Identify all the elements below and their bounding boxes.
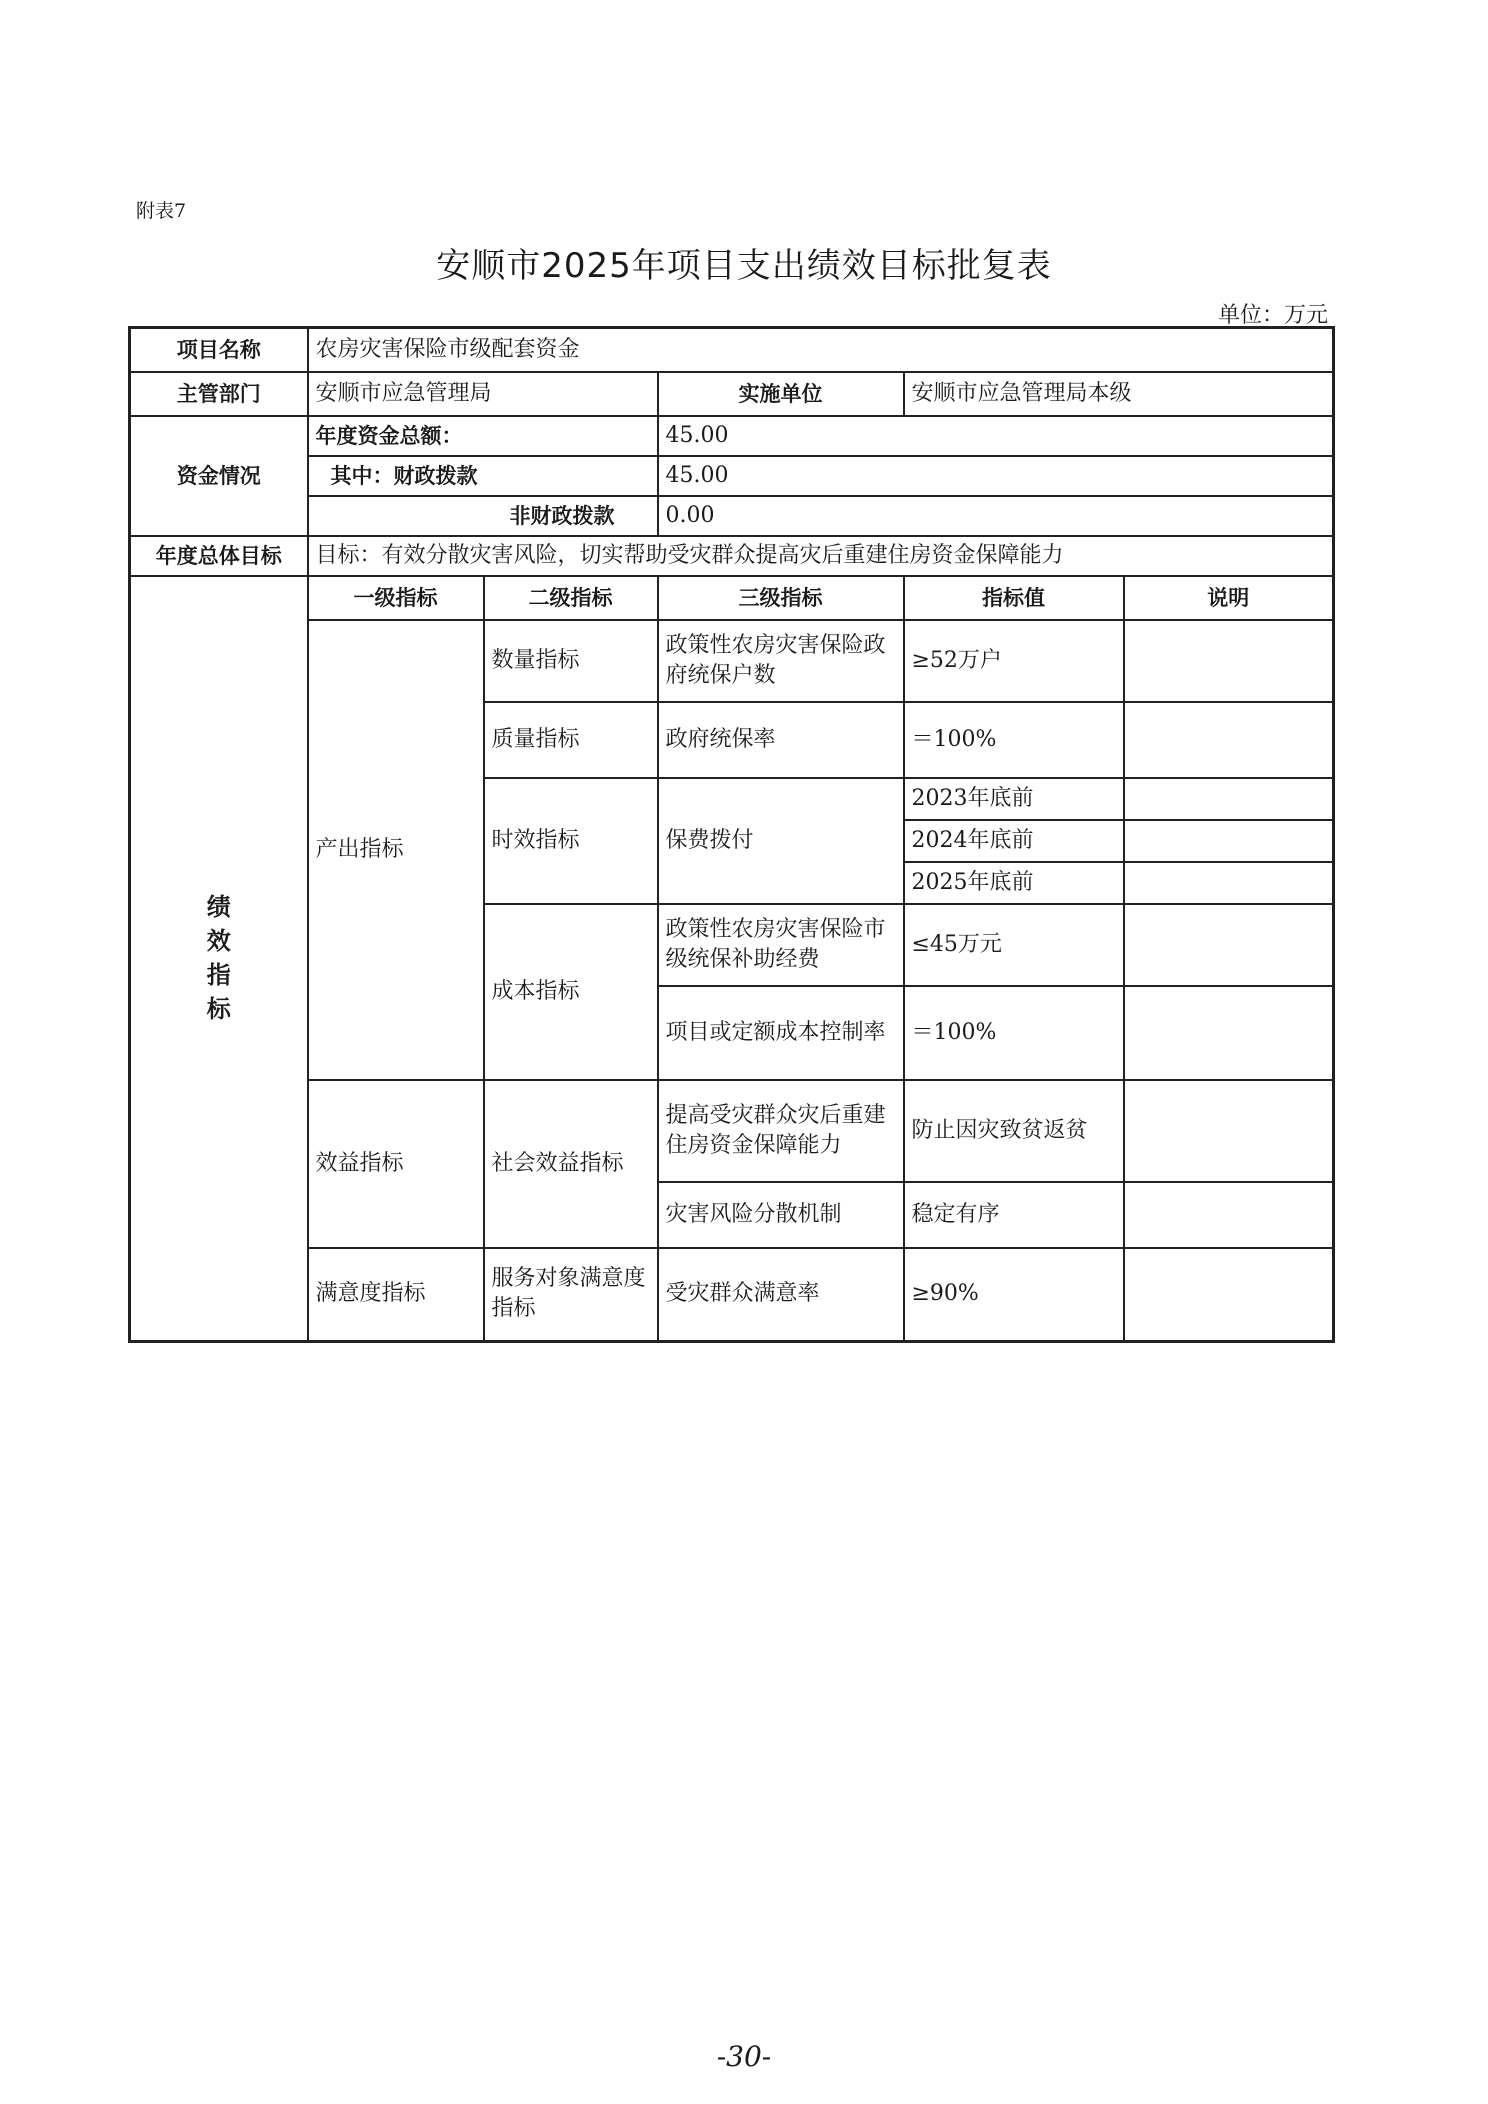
performance-label: 绩效指标: [206, 893, 231, 1024]
note-cell: [1124, 702, 1334, 778]
level3-risk-mechanism: 灾害风险分散机制: [658, 1182, 904, 1248]
value-deadline-2023: 2023年底前: [904, 778, 1124, 820]
level3-subsidy-funds: 政策性农房灾害保险市级统保补助经费: [658, 904, 904, 986]
performance-table: [128, 326, 1335, 1343]
value-subsidy-funds: ≤45万元: [904, 904, 1124, 986]
level3-coverage-rate: 政府统保率: [658, 702, 904, 778]
fiscal-value: 45.00: [658, 456, 1334, 496]
level2-quantity: 数量指标: [484, 620, 658, 702]
level1-satisfaction: 满意度指标: [308, 1248, 484, 1342]
fiscal-label: 其中：财政拨款: [308, 456, 658, 496]
value-deadline-2025: 2025年底前: [904, 862, 1124, 904]
note-cell: [1124, 862, 1334, 904]
value-coverage-rate: ＝100%: [904, 702, 1124, 778]
level3-premium-payment: 保费拨付: [658, 778, 904, 904]
header-note: 说明: [1124, 576, 1334, 620]
note-cell: [1124, 1248, 1334, 1342]
level3-cost-control: 项目或定额成本控制率: [658, 986, 904, 1080]
department-label: 主管部门: [130, 372, 308, 416]
level2-quality: 质量指标: [484, 702, 658, 778]
funding-label: 资金情况: [130, 416, 308, 536]
project-name-value: 农房灾害保险市级配套资金: [308, 328, 1334, 372]
header-level1: 一级指标: [308, 576, 484, 620]
note-cell: [1124, 904, 1334, 986]
header-level3: 三级指标: [658, 576, 904, 620]
level1-benefit: 效益指标: [308, 1080, 484, 1248]
performance-label-cell: [130, 576, 308, 1342]
note-cell: [1124, 820, 1334, 862]
level2-service-satisfaction: 服务对象满意度指标: [484, 1248, 658, 1342]
value-cost-control: ＝100%: [904, 986, 1124, 1080]
value-victim-satisfaction: ≥90%: [904, 1248, 1124, 1342]
page-number: -30-: [716, 2040, 772, 2073]
value-housing-capacity: 防止因灾致贫返贫: [904, 1080, 1124, 1182]
note-cell: [1124, 986, 1334, 1080]
value-insured-households: ≥52万户: [904, 620, 1124, 702]
implementer-value: 安顺市应急管理局本级: [904, 372, 1334, 416]
level2-timeliness: 时效指标: [484, 778, 658, 904]
level2-social-benefit: 社会效益指标: [484, 1080, 658, 1248]
note-cell: [1124, 620, 1334, 702]
page-title: 安顺市2025年项目支出绩效目标批复表: [436, 246, 1052, 286]
annual-total-label: 年度资金总额：: [308, 416, 658, 456]
note-cell: [1124, 1080, 1334, 1182]
annual-goal-value: 目标：有效分散灾害风险，切实帮助受灾群众提高灾后重建住房资金保障能力: [308, 536, 1334, 576]
level3-insured-households: 政策性农房灾害保险政府统保户数: [658, 620, 904, 702]
attachment-label: 附表7: [136, 200, 187, 222]
level2-cost: 成本指标: [484, 904, 658, 1080]
department-value: 安顺市应急管理局: [308, 372, 658, 416]
non-fiscal-label: 非财政拨款: [308, 496, 658, 536]
level3-victim-satisfaction: 受灾群众满意率: [658, 1248, 904, 1342]
annual-total-value: 45.00: [658, 416, 1334, 456]
implementer-label: 实施单位: [658, 372, 904, 416]
note-cell: [1124, 778, 1334, 820]
level3-housing-capacity: 提高受灾群众灾后重建住房资金保障能力: [658, 1080, 904, 1182]
header-level2: 二级指标: [484, 576, 658, 620]
non-fiscal-value: 0.00: [658, 496, 1334, 536]
annual-goal-label: 年度总体目标: [130, 536, 308, 576]
note-cell: [1124, 1182, 1334, 1248]
level1-output: 产出指标: [308, 620, 484, 1080]
value-risk-mechanism: 稳定有序: [904, 1182, 1124, 1248]
value-deadline-2024: 2024年底前: [904, 820, 1124, 862]
unit-label: 单位：万元: [1217, 303, 1328, 328]
project-name-label: 项目名称: [130, 328, 308, 372]
header-value: 指标值: [904, 576, 1124, 620]
